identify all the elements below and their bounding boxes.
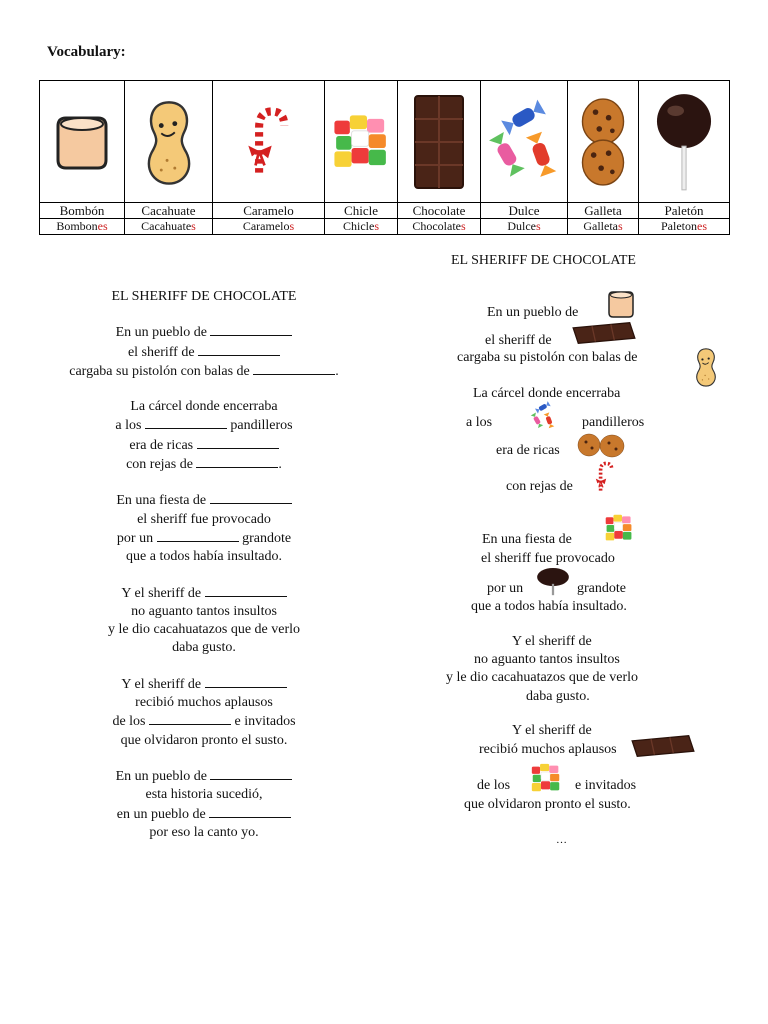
poem-line	[30, 603, 378, 621]
right-line: que a todos había insultado.	[471, 599, 627, 614]
chocolate-bar-icon	[409, 90, 469, 194]
right-line: a los	[466, 415, 493, 430]
right-line: era de ricas	[496, 443, 560, 458]
right-line: …	[556, 834, 567, 846]
poem-line	[30, 455, 378, 474]
poem-line-text: .	[335, 363, 339, 379]
vocab-singular: Chocolate	[398, 203, 481, 219]
vocabulary-table	[39, 80, 730, 235]
poem-line	[30, 767, 378, 786]
poem-stanza	[30, 675, 378, 750]
candy-cane-icon	[592, 461, 618, 493]
poem-line-text: La cárcel donde encerraba	[130, 399, 278, 415]
vocab-plural-stem: Caramelo	[242, 219, 290, 233]
right-line: de los	[477, 778, 511, 793]
poem-stanza	[30, 491, 378, 566]
vocab-plural	[125, 219, 213, 235]
poem-line	[30, 323, 378, 342]
vocab-plural-ending: s	[289, 219, 295, 233]
fill-in-blank[interactable]	[196, 455, 278, 468]
poem-line-text: cargaba su pistolón con balas de	[69, 363, 254, 379]
vocab-plural	[398, 219, 481, 235]
vocab-singular: Caramelo	[213, 203, 325, 219]
vocab-plural-ending: s	[374, 219, 379, 233]
poem-stanza	[30, 584, 378, 658]
right-line: con rejas de	[506, 479, 573, 494]
poem-line	[30, 436, 378, 455]
poem-line	[30, 732, 378, 750]
fill-in-blank[interactable]	[209, 805, 291, 818]
vocab-plural	[481, 219, 568, 235]
poem-line-text: con rejas de	[126, 457, 197, 473]
vocab-singular: Cacahuate	[125, 203, 213, 219]
vocab-plural-ending: s	[535, 219, 541, 233]
poem-line-text: no aguanto tantos insultos	[131, 603, 277, 619]
lollipop-icon	[536, 566, 570, 596]
poem-line	[30, 529, 378, 548]
chocolate-bar-icon	[569, 321, 639, 345]
right-line: que olvidaron pronto el susto.	[464, 797, 631, 812]
poem-line-text: esta historia sucedió,	[145, 787, 263, 803]
poem-line	[30, 639, 378, 657]
poem-line-text: Y el sheriff de	[121, 585, 205, 601]
right-line: y le dio cacahuatazos que de verlo	[446, 670, 639, 685]
right-line: En un pueblo de	[487, 305, 579, 320]
right-line: Y el sheriff de	[512, 723, 592, 738]
vocab-singular: Bombón	[40, 203, 125, 219]
poem-line-text: por eso la canto yo.	[149, 824, 259, 840]
right-line: daba gusto.	[526, 689, 590, 704]
poem-stanza	[30, 398, 378, 474]
vocab-plural-stem: Chicle	[343, 219, 375, 233]
poem-line-text: Y el sheriff de	[121, 676, 205, 692]
poem-line	[30, 786, 378, 804]
gum-icon	[519, 762, 573, 794]
poem-line	[30, 621, 378, 639]
wrapped-candy-icon	[510, 401, 576, 431]
poem-line-text: .	[278, 457, 282, 473]
poem-line-text: que olvidaron pronto el susto.	[120, 732, 288, 748]
poem-line	[30, 805, 378, 824]
vocab-plural-ending: es	[697, 219, 707, 233]
poem-line	[30, 343, 378, 362]
gum-icon	[331, 109, 391, 175]
poem-line-text: y le dio cacahuatazos que de verlo	[107, 622, 301, 638]
candy-cane-icon	[244, 106, 294, 178]
fill-in-blank[interactable]	[210, 767, 292, 780]
poem-line-text: el sheriff de	[127, 344, 199, 360]
poem-line-text: recibió muchos aplausos	[135, 695, 273, 711]
poem-line-text: pandilleros	[226, 418, 293, 434]
poem-line-text: por un	[116, 530, 157, 546]
fill-in-blank[interactable]	[253, 362, 335, 375]
vocab-plural-stem: Galleta	[583, 219, 618, 233]
poem-line	[30, 712, 378, 731]
vocab-plural-ending: es	[97, 219, 108, 233]
poem-line-text: En un pueblo de	[115, 325, 211, 341]
peanut-icon	[140, 98, 198, 186]
vocab-plural-stem: Paleton	[661, 219, 697, 233]
vocab-plural-stem: Chocolate	[412, 219, 461, 233]
fill-in-blank[interactable]	[157, 529, 239, 542]
lollipop-icon	[652, 90, 716, 194]
vocab-plural-stem: Bombon	[56, 219, 98, 233]
right-line: el sheriff fue provocado	[481, 551, 615, 566]
marshmallow-icon	[52, 112, 112, 172]
vocab-plural-stem: Cacahuate	[141, 219, 192, 233]
right-line: Y el sheriff de	[512, 634, 592, 649]
vocab-singular: Galleta	[568, 203, 639, 219]
poem-line-text: En una fiesta de	[116, 493, 210, 509]
poem-line-text: En un pueblo de	[115, 768, 211, 784]
poem-line-text: daba gusto.	[172, 640, 236, 656]
right-line: no aguanto tantos insultos	[474, 652, 620, 667]
poem-line	[30, 491, 378, 510]
vocab-singular: Dulce	[481, 203, 568, 219]
vocab-plural	[639, 219, 730, 235]
marshmallow-icon	[604, 289, 638, 319]
poem-line	[30, 548, 378, 566]
poem-line	[30, 511, 378, 529]
poem-line-text: a los	[115, 418, 145, 434]
poem-line-text: era de ricas	[129, 437, 197, 453]
vocab-plural-stem: Dulce	[507, 219, 536, 233]
fill-in-blank[interactable]	[145, 416, 227, 429]
right-line: cargaba su pistolón con balas de	[457, 350, 638, 365]
poem-stanza	[30, 767, 378, 842]
vocab-plural	[325, 219, 398, 235]
left-poem-title: EL SHERIFF DE CHOCOLATE	[111, 289, 297, 304]
cookie-icon	[575, 94, 631, 190]
gum-icon	[592, 513, 646, 543]
right-poem-title: EL SHERIFF DE CHOCOLATE	[451, 253, 636, 268]
vocab-plural-ending: s	[460, 219, 466, 233]
poem-line-text: en un pueblo de	[116, 806, 210, 822]
vocab-singular: Chicle	[325, 203, 398, 219]
vocabulary-title: Vocabulary:	[47, 44, 126, 60]
poem-line	[30, 694, 378, 712]
right-line: recibió muchos aplausos	[479, 742, 617, 757]
vocab-plural-ending: s	[617, 219, 623, 233]
vocab-singular: Paletón	[639, 203, 730, 219]
vocab-plural	[40, 219, 125, 235]
fill-in-blank[interactable]	[205, 675, 287, 688]
fill-in-blank[interactable]	[197, 436, 279, 449]
right-line: por un	[487, 581, 524, 596]
poem-line-text: de los	[112, 714, 149, 730]
poem-line	[30, 824, 378, 842]
wrapped-candy-icon	[486, 97, 562, 187]
vocab-plural	[213, 219, 325, 235]
poem-line-text: e invitados	[231, 714, 296, 730]
fill-in-blank[interactable]	[210, 323, 292, 336]
left-poem	[30, 288, 378, 859]
poem-line-text: que a todos había insultado.	[126, 549, 282, 565]
poem-line	[30, 584, 378, 603]
fill-in-blank[interactable]	[198, 343, 280, 356]
right-line: e invitados	[575, 778, 637, 793]
vocab-plural	[568, 219, 639, 235]
fill-in-blank[interactable]	[210, 491, 292, 504]
vocab-plural-ending: s	[191, 219, 196, 233]
poem-line-text: grandote	[238, 530, 292, 546]
poem-stanza	[30, 323, 378, 381]
chocolate-bar-icon	[628, 734, 698, 758]
poem-line	[30, 362, 378, 381]
right-line: En una fiesta de	[482, 532, 572, 547]
right-line: grandote	[577, 581, 626, 596]
fill-in-blank[interactable]	[205, 584, 287, 597]
peanut-icon	[690, 347, 722, 387]
cookie-icon	[577, 430, 627, 460]
right-line: pandilleros	[582, 415, 645, 430]
fill-in-blank[interactable]	[149, 712, 231, 725]
right-line: La cárcel donde encerraba	[473, 386, 621, 401]
poem-line	[30, 675, 378, 694]
poem-line	[30, 416, 378, 435]
poem-line-text: el sheriff fue provocado	[137, 511, 271, 527]
right-line: el sheriff de	[485, 333, 552, 348]
poem-line	[30, 398, 378, 416]
